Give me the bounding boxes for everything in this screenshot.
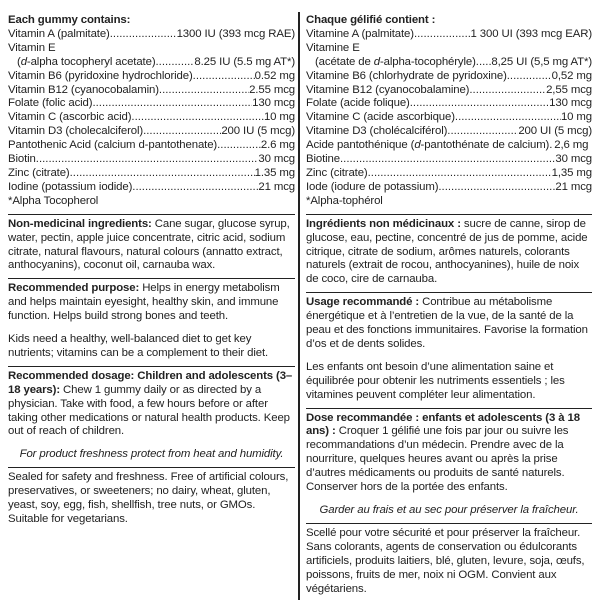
ingredient-amount: 10 mg xyxy=(263,111,295,124)
section-label: Usage recommandé : xyxy=(306,296,420,309)
english-column xyxy=(8,14,295,527)
ingredient-name: Zinc (citrate) xyxy=(306,166,368,179)
ingredient-row xyxy=(306,153,592,167)
leader-dots xyxy=(193,70,255,84)
leader-dots xyxy=(469,84,546,98)
column-divider xyxy=(298,12,300,600)
section-divider xyxy=(8,278,295,279)
ingredient-row xyxy=(306,97,592,111)
section-label: Dose recommandée : enfants et adolescents (3 à 18 ans) : xyxy=(306,411,580,438)
ingredient-row xyxy=(8,84,295,98)
ingredient-amount: 2,55 mcg xyxy=(546,83,592,96)
ingredient-amount: 200 UI (5 mcg) xyxy=(518,125,592,138)
ingredient-amount: 21 mcg xyxy=(555,180,592,193)
ingredient-amount: 0.52 mg xyxy=(254,69,295,82)
supplement-facts-heading-fr: Chaque gélifié contient : xyxy=(306,14,436,26)
ingredient-amount: 2.6 mg xyxy=(260,139,295,152)
section-label: Ingrédients non médicinaux : xyxy=(306,217,461,230)
ingredient-name: Vitamine B12 (cyanocobalamine) xyxy=(306,83,470,96)
ingredient-list xyxy=(306,70,592,195)
sealed-note: Scellé pour votre sécurité et pour préserver la fraîcheur. Sans colorants, agents de conservation ou édulcorants artificiels, produits laitiers, blé, gluten, levure, soja, œufs, poissons, fruits de mer, noix ni OGM. Convient aux végétariens. xyxy=(306,526,585,595)
ingredient-name: (acétate de d-alpha-tocophéryle) xyxy=(315,55,476,68)
ingredient-amount: 8,25 UI (5,5 mg AT*) xyxy=(491,55,592,68)
leader-dots xyxy=(110,28,177,42)
section-label: Non-medicinal ingredients: xyxy=(8,217,152,230)
section-divider xyxy=(306,408,592,409)
ingredient-name: Vitamine D3 (cholécalciférol) xyxy=(306,125,448,138)
leader-dots xyxy=(217,139,261,153)
section-divider xyxy=(306,523,592,524)
ingredient-amount: 2,6 mg xyxy=(554,139,589,152)
leader-dots xyxy=(156,56,195,70)
french-column xyxy=(306,14,592,596)
ingredient-row xyxy=(8,125,295,139)
ingredient-name: Iodine (potassium iodide) xyxy=(8,180,133,193)
ingredient-row xyxy=(306,181,592,195)
leader-dots xyxy=(340,153,555,167)
section-text: Helps in energy metabolism and helps maintain eyesight, healthy skin, and immune function. Helps build strong bones and teeth. xyxy=(8,282,280,323)
section-label: Recommended purpose: xyxy=(8,282,140,295)
ingredient-name: Iode (iodure de potassium) xyxy=(306,180,439,193)
ingredient-name: Biotine xyxy=(306,153,340,166)
section-divider xyxy=(8,467,295,468)
leader-dots xyxy=(455,111,561,125)
ingredient-amount: 1 300 UI (393 mcg EAR) xyxy=(470,27,592,40)
ingredient-name: Pantothenic Acid (calcium d-pantothenate) xyxy=(8,139,218,152)
ingredient-amount: 30 mcg xyxy=(555,153,592,166)
leader-dots xyxy=(70,167,255,181)
ingredient-row xyxy=(306,111,592,125)
section-label: Recommended dosage: Children and adolescents (3–18 years): xyxy=(8,369,293,396)
ingredient-amount: 200 IU (5 mcg) xyxy=(221,125,295,138)
section-divider xyxy=(306,292,592,293)
leader-dots xyxy=(507,70,552,84)
ingredient-row-pantothenic xyxy=(306,139,592,153)
leader-dots xyxy=(368,167,552,181)
ingredient-name: Folate (acide folique) xyxy=(306,97,410,110)
ingredient-row xyxy=(8,153,295,167)
kids-note: Kids need a healthy, well-balanced diet to get key nutrients; vitamins can be a complement to their diet. xyxy=(8,333,269,359)
ingredient-row xyxy=(306,167,592,181)
ingredient-name: Vitamin B12 (cyanocobalamin) xyxy=(8,83,159,96)
ingredient-amount: 130 mcg xyxy=(252,97,295,110)
ingredient-amount: 0,52 mg xyxy=(551,69,592,82)
recommended-purpose xyxy=(8,282,295,324)
leader-dots xyxy=(476,56,492,70)
ingredient-amount: 1300 IU (393 mcg RAE) xyxy=(176,27,295,40)
ingredient-row-vitamin-e xyxy=(306,56,592,70)
ingredient-row xyxy=(8,139,295,153)
ingredient-row xyxy=(8,181,295,195)
supplement-facts-heading: Each gummy contains: xyxy=(8,14,131,26)
section-text: Cane sugar, glucose syrup, water, pectin, apple juice concentrate, citric acid, sodium citrate, natural flavours, natural colours (annatto extract, anthocyanins), coconut oil, carnauba wax. xyxy=(8,217,290,272)
section-text: sucre de canne, sirop de glucose, eau, pectine, concentré de jus de pomme, acide citrique, citrate de sodium, arômes naturels, colorants naturels (extrait de rocou, anthocyanines), huile de noix de coco, cire de carnauba. xyxy=(306,217,588,286)
sealed-note: Sealed for safety and freshness. Free of artificial colours, preservatives, or sweeteners; no dairy, wheat, gluten, yeast, soy, egg, fish, shellfish, tree nuts, or GMOs. Suitable for vegetarians. xyxy=(8,471,289,525)
ingredient-amount: 1.35 mg xyxy=(254,166,295,179)
ingredient-row xyxy=(8,70,295,84)
ingredient-row xyxy=(306,125,592,139)
recommended-purpose xyxy=(306,296,592,352)
ingredient-name: Vitamine A (palmitate) xyxy=(306,27,414,40)
recommended-dosage xyxy=(8,370,295,440)
ingredient-row xyxy=(306,84,592,98)
ingredient-row-vitamin-e xyxy=(8,56,295,70)
leader-dots xyxy=(438,181,555,195)
freshness-note: For product freshness protect from heat and humidity. xyxy=(19,448,284,461)
ingredient-amount: 30 mcg xyxy=(258,153,295,166)
ingredient-row xyxy=(8,111,295,125)
ingredient-name: Acide pantothénique (d-pantothénate de calcium). xyxy=(306,139,553,152)
ingredient-name: Vitamine C (acide ascorbique) xyxy=(306,111,455,124)
leader-dots xyxy=(447,125,518,139)
ingredient-row xyxy=(306,70,592,84)
leader-dots xyxy=(92,97,252,111)
leader-dots xyxy=(143,125,221,139)
leader-dots xyxy=(132,181,258,195)
ingredient-amount: 1,35 mg xyxy=(551,166,592,179)
ingredient-name: Vitamine B6 (chlorhydrate de pyridoxine) xyxy=(306,69,507,82)
ingredient-name: Biotin xyxy=(8,153,36,166)
leader-dots xyxy=(159,84,249,98)
ingredient-row-vitamin-a xyxy=(306,28,592,42)
section-text: Contribue au métabolisme énergétique et à l’entretien de la vue, de la santé de la peau et des fonctions immunitaires. Favorise la formation d’os et de dents solides. xyxy=(306,296,588,350)
section-text: Chew 1 gummy daily or as directed by a physician. Take with food, a few hours before or after taking other medications or natural health products. Keep out of reach of children. xyxy=(8,383,290,438)
leader-dots xyxy=(131,111,264,125)
freshness-note: Garder au frais et au sec pour préserver la fraîcheur. xyxy=(319,504,579,516)
footnote: *Alpha-tophérol xyxy=(306,194,383,207)
non-medicinal-ingredients xyxy=(306,218,592,288)
kids-note: Les enfants ont besoin d’une alimentation saine et équilibrée pour obtenir les nutriments essentiels ; les vitamines peuvent compléter leur alimentation. xyxy=(306,360,565,401)
ingredient-name: Vitamin D3 (cholecalciferol) xyxy=(8,125,144,138)
ingredient-row xyxy=(8,97,295,111)
footnote: *Alpha Tocopherol xyxy=(8,194,99,207)
section-divider xyxy=(306,214,592,215)
ingredient-name: Folate (folic acid) xyxy=(8,97,93,110)
ingredient-name-vitamin-e: Vitamine E xyxy=(306,41,360,54)
ingredient-name: (d-alpha tocopheryl acetate) xyxy=(17,55,156,68)
ingredient-name: Vitamin C (ascorbic acid) xyxy=(8,111,132,124)
ingredient-amount: 21 mcg xyxy=(258,180,295,193)
section-divider xyxy=(8,366,295,367)
section-divider xyxy=(8,214,295,215)
section-text: Croquer 1 gélifié une fois par jour ou suivre les recommandations d’un médecin. Prendre avec de la nourriture, quelques heures avant ou après la prise d’autres médicaments ou produits de santé naturels. Conserver hors de la portée des enfants. xyxy=(306,425,569,494)
recommended-dosage xyxy=(306,412,592,495)
ingredient-list xyxy=(8,70,295,195)
ingredient-name: Vitamin B6 (pyridoxine hydrochloride) xyxy=(8,69,193,82)
ingredient-amount: 130 mcg xyxy=(549,97,592,110)
ingredient-amount: 10 mg xyxy=(560,111,592,124)
ingredient-row-vitamin-a xyxy=(8,28,295,42)
ingredient-name-vitamin-e: Vitamin E xyxy=(8,41,56,54)
leader-dots xyxy=(414,28,471,42)
ingredient-amount: 8.25 IU (5.5 mg AT*) xyxy=(194,55,295,68)
leader-dots xyxy=(36,153,259,167)
ingredient-row xyxy=(8,167,295,181)
ingredient-amount: 2.55 mcg xyxy=(249,83,295,96)
ingredient-name: Zinc (citrate) xyxy=(8,166,70,179)
non-medicinal-ingredients xyxy=(8,218,295,274)
ingredient-name: Vitamin A (palmitate) xyxy=(8,27,110,40)
leader-dots xyxy=(410,97,549,111)
